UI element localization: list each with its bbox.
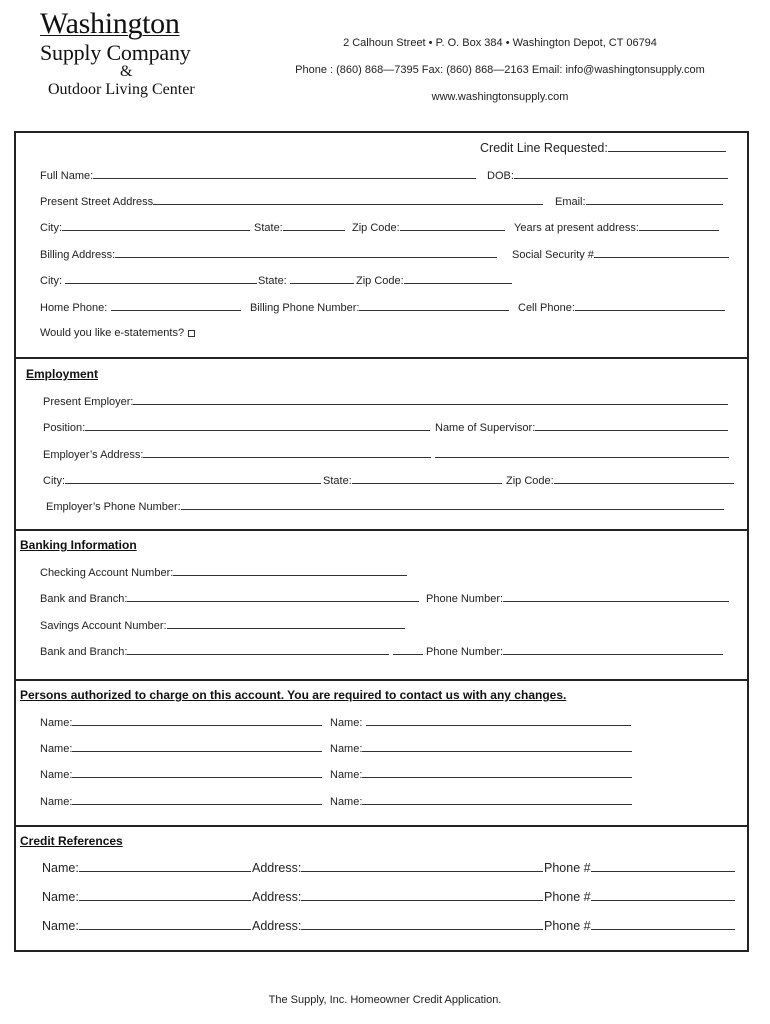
bank-phone-label: Phone Number: [426, 593, 504, 605]
reference-3-phone-field[interactable] [544, 919, 735, 933]
contact-info [240, 30, 760, 111]
zip-field[interactable] [352, 221, 505, 234]
street-address-blank[interactable] [153, 195, 543, 205]
full-name-blank[interactable] [93, 169, 476, 179]
billing-phone-label: Billing Phone Number: [250, 302, 360, 314]
ssn-blank[interactable] [594, 248, 729, 258]
supervisor-field[interactable] [435, 421, 728, 434]
credit-line-blank[interactable] [608, 141, 726, 152]
billing-phone-field[interactable] [250, 301, 509, 314]
authorized-name-blank[interactable] [362, 742, 632, 752]
employer-city-field[interactable] [43, 474, 321, 487]
reference-phone-label: Phone # [544, 919, 591, 933]
bank-branch-blank[interactable] [127, 592, 419, 602]
logo-line-2: Supply Company [40, 40, 191, 65]
city-field[interactable] [40, 221, 250, 234]
state-label: State: [254, 222, 283, 234]
authorized-persons-section [14, 681, 749, 827]
savings-account-blank[interactable] [167, 619, 405, 629]
years-field[interactable] [514, 221, 719, 234]
reference-name-label: Name: [42, 919, 79, 933]
logo-line-1: Washington [40, 7, 180, 40]
authorized-name-blank[interactable] [72, 768, 322, 778]
reference-phone-blank[interactable] [591, 861, 735, 872]
state-blank[interactable] [283, 221, 345, 231]
bank-branch-2-blank-extra[interactable] [393, 645, 423, 655]
billing-zip-label: Zip Code: [356, 275, 404, 287]
reference-2-phone-field[interactable] [544, 890, 735, 904]
employer-address-label: Employer’s Address: [43, 449, 144, 461]
company-website: www.washingtonsupply.com [431, 91, 569, 103]
billing-zip-blank[interactable] [404, 274, 512, 284]
estatements-label: Would you like e-statements? [40, 327, 185, 339]
reference-address-label: Address: [252, 919, 302, 933]
billing-city-label: City: [40, 275, 62, 287]
city-blank[interactable] [62, 221, 250, 231]
zip-label: Zip Code: [352, 222, 400, 234]
authorized-name-label: Name: [330, 743, 363, 755]
reference-address-blank[interactable] [301, 861, 543, 872]
email-label: Email: [555, 196, 586, 208]
reference-address-blank[interactable] [301, 890, 543, 901]
authorized-name-label: Name: [40, 796, 73, 808]
bank-branch-2-label: Bank and Branch: [40, 646, 128, 658]
credit-line-field[interactable] [480, 141, 726, 155]
authorized-name-label: Name: [330, 769, 363, 781]
bank-phone-2-label: Phone Number: [426, 646, 504, 658]
reference-name-label: Name: [42, 861, 79, 875]
authorized-name-2-field[interactable] [330, 716, 631, 729]
authorized-name-5-field[interactable] [40, 768, 322, 781]
full-name-field[interactable] [40, 169, 476, 182]
authorized-name-label: Name: [330, 796, 363, 808]
reference-3-name-field[interactable] [42, 919, 251, 933]
authorized-name-blank[interactable] [72, 795, 322, 805]
supervisor-label: Name of Supervisor: [435, 422, 536, 434]
city-label: City: [40, 222, 62, 234]
employer-state-field[interactable] [323, 474, 502, 487]
employer-address-blank-2[interactable] [435, 448, 729, 458]
credit-references-title: Credit References [20, 834, 123, 848]
authorized-name-blank[interactable] [72, 742, 322, 752]
state-field[interactable] [254, 221, 345, 234]
dob-blank[interactable] [514, 169, 728, 179]
bank-phone-2-field[interactable] [426, 645, 723, 658]
street-address-field[interactable] [40, 195, 543, 208]
reference-name-blank[interactable] [79, 919, 251, 930]
billing-city-field[interactable] [40, 274, 257, 287]
bank-phone-field[interactable] [426, 592, 729, 605]
reference-2-address-field[interactable] [252, 890, 543, 904]
billing-address-label: Billing Address: [40, 249, 116, 261]
reference-name-blank[interactable] [79, 861, 251, 872]
bank-branch-field[interactable] [40, 592, 419, 605]
checking-account-blank[interactable] [173, 566, 407, 576]
authorized-name-label: Name: [330, 717, 363, 729]
supervisor-blank[interactable] [535, 421, 728, 431]
employer-zip-field[interactable] [506, 474, 734, 487]
reference-phone-label: Phone # [544, 890, 591, 904]
authorized-name-label: Name: [40, 769, 73, 781]
employment-section [14, 359, 749, 531]
position-label: Position: [43, 422, 86, 434]
position-field[interactable] [43, 421, 430, 434]
employer-address-field[interactable] [43, 448, 729, 461]
home-phone-label: Home Phone: [40, 302, 108, 314]
reference-3-address-field[interactable] [252, 919, 543, 933]
employer-state-label: State: [323, 475, 352, 487]
estatements-checkbox[interactable] [188, 330, 195, 337]
employer-phone-field[interactable] [46, 500, 724, 513]
bank-phone-blank[interactable] [503, 592, 729, 602]
billing-state-label: State: [258, 275, 287, 287]
credit-references-section [14, 827, 749, 952]
authorized-name-blank[interactable] [362, 795, 632, 805]
email-blank[interactable] [586, 195, 723, 205]
reference-1-name-field[interactable] [42, 861, 251, 875]
bank-branch-2-field[interactable] [40, 645, 423, 658]
employment-title: Employment [26, 367, 99, 381]
ssn-label: Social Security # [512, 249, 594, 261]
street-address-label: Present Street Address [40, 196, 154, 208]
employer-zip-blank[interactable] [554, 474, 734, 484]
reference-address-label: Address: [252, 861, 302, 875]
banking-section [14, 531, 749, 681]
savings-account-field[interactable] [40, 619, 405, 632]
employer-zip-label: Zip Code: [506, 475, 554, 487]
checking-account-label: Checking Account Number: [40, 567, 174, 579]
reference-1-phone-field[interactable] [544, 861, 735, 875]
years-label: Years at present address: [514, 222, 639, 234]
billing-state-field[interactable] [258, 274, 354, 287]
reference-1-address-field[interactable] [252, 861, 543, 875]
billing-state-blank[interactable] [290, 274, 354, 284]
home-phone-blank[interactable] [111, 301, 241, 311]
zip-blank[interactable] [400, 221, 505, 231]
authorized-name-label: Name: [40, 743, 73, 755]
authorized-name-7-field[interactable] [40, 795, 322, 808]
authorized-name-8-field[interactable] [330, 795, 632, 808]
reference-phone-label: Phone # [544, 861, 591, 875]
employer-label: Present Employer: [43, 396, 134, 408]
credit-line-label: Credit Line Requested: [480, 141, 608, 155]
bank-phone-2-blank[interactable] [503, 645, 723, 655]
employer-blank[interactable] [133, 395, 728, 405]
banking-title: Banking Information [20, 538, 137, 552]
authorized-name-1-field[interactable] [40, 716, 322, 729]
billing-city-blank[interactable] [65, 274, 257, 284]
bank-branch-label: Bank and Branch: [40, 593, 128, 605]
savings-account-label: Savings Account Number: [40, 620, 167, 632]
authorized-name-6-field[interactable] [330, 768, 632, 781]
applicant-section [14, 131, 749, 359]
email-field[interactable] [555, 195, 723, 208]
authorized-persons-title: Persons authorized to charge on this account. You are required to contact us with any changes. [20, 688, 567, 702]
authorized-name-label: Name: [40, 717, 73, 729]
reference-phone-blank[interactable] [591, 919, 735, 930]
employer-address-blank[interactable] [143, 448, 431, 458]
logo-line-4: Outdoor Living Center [48, 81, 195, 98]
dob-field[interactable] [487, 169, 728, 182]
full-name-label: Full Name: [40, 170, 94, 182]
reference-address-label: Address: [252, 890, 302, 904]
home-phone-field[interactable] [40, 301, 241, 314]
company-phone-fax-email: Phone : (860) 868—7395 Fax: (860) 868—2163 Email: info@washingtonsupply.com [295, 64, 705, 76]
reference-name-blank[interactable] [79, 890, 251, 901]
reference-phone-blank[interactable] [591, 890, 735, 901]
checking-account-field[interactable] [40, 566, 407, 579]
employer-city-blank[interactable] [65, 474, 321, 484]
company-address: 2 Calhoun Street • P. O. Box 384 • Washington Depot, CT 06794 [343, 37, 657, 49]
ssn-field[interactable] [512, 248, 729, 261]
employer-phone-label: Employer’s Phone Number: [46, 501, 181, 513]
billing-zip-field[interactable] [356, 274, 512, 287]
cell-phone-blank[interactable] [575, 301, 725, 311]
authorized-name-blank[interactable] [72, 716, 322, 726]
bank-branch-2-blank[interactable] [127, 645, 389, 655]
reference-2-name-field[interactable] [42, 890, 251, 904]
reference-address-blank[interactable] [301, 919, 543, 930]
reference-name-label: Name: [42, 890, 79, 904]
years-blank[interactable] [639, 221, 719, 231]
dob-label: DOB: [487, 170, 514, 182]
logo-line-3: & [120, 63, 133, 80]
employer-phone-blank[interactable] [181, 500, 724, 510]
cell-phone-field[interactable] [518, 301, 725, 314]
authorized-name-4-field[interactable] [330, 742, 632, 755]
company-logo [40, 8, 230, 100]
billing-address-field[interactable] [40, 248, 497, 261]
position-blank[interactable] [85, 421, 430, 431]
cell-phone-label: Cell Phone: [518, 302, 575, 314]
employer-state-blank[interactable] [352, 474, 502, 484]
footer-text: The Supply, Inc. Homeowner Credit Application. [268, 994, 502, 1006]
authorized-name-blank[interactable] [366, 716, 631, 726]
authorized-name-blank[interactable] [362, 768, 632, 778]
employer-city-label: City: [43, 475, 65, 487]
billing-address-blank[interactable] [115, 248, 497, 258]
billing-phone-blank[interactable] [359, 301, 509, 311]
estatements-field [40, 327, 195, 339]
authorized-name-3-field[interactable] [40, 742, 322, 755]
employer-field[interactable] [43, 395, 728, 408]
